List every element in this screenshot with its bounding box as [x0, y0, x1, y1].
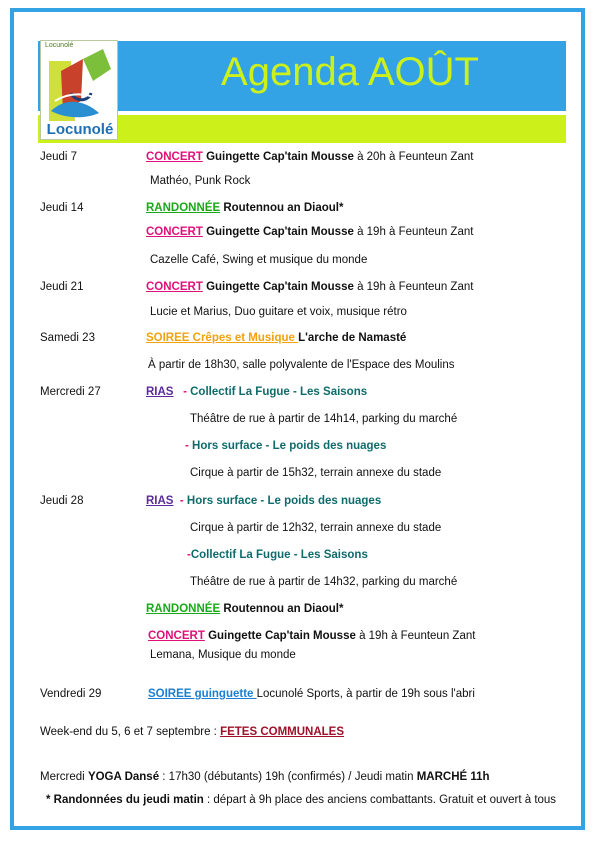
event-description: Théâtre de rue à partir de 14h32, parking du marché	[190, 576, 458, 588]
rias-tag[interactable]: RIAS	[146, 386, 174, 398]
event-line	[146, 332, 406, 344]
event-time: à 19h à Feunteun Zant	[359, 630, 476, 642]
marche-label: MARCHÉ 11h	[416, 771, 490, 783]
event-description: Locunolé Sports, à partir de 19h sous l'abri	[256, 688, 475, 700]
event-description: Cirque à partir de 12h32, terrain annexe du stade	[190, 522, 442, 534]
page-title: Agenda AOÛT	[221, 50, 479, 94]
logo-name: Locunolé	[46, 121, 114, 138]
event-description: Mathéo, Punk Rock	[150, 175, 251, 187]
footer-text: : 17h30 (débutants) 19h (confirmés) / Jeudi matin	[159, 771, 417, 783]
fetes-tag[interactable]: FETES COMMUNALES	[220, 726, 345, 738]
event-description: À partir de 18h30, salle polyvalente de l'Espace des Moulins	[148, 359, 455, 371]
event-description: Cirque à partir de 15h32, terrain annexe du stade	[190, 467, 442, 479]
day-label: Vendredi 29	[40, 688, 102, 700]
event-time: à 20h à Feunteun Zant	[357, 151, 474, 163]
event-line	[185, 440, 386, 452]
event-line	[146, 386, 367, 398]
venue-name: Guingette Cap'tain Mousse	[206, 151, 354, 163]
troupe-name: Hors surface -	[186, 495, 265, 507]
rando-tag[interactable]: RANDONNÉE	[146, 202, 221, 214]
show-name: Le poids des nuages	[267, 495, 382, 507]
troupe-name: Collectif La Fugue - Les Saisons	[190, 386, 368, 398]
event-line	[146, 281, 473, 293]
venue-name: Guingette Cap'tain Mousse	[206, 226, 354, 238]
day-label: Jeudi 28	[40, 495, 84, 507]
concert-tag[interactable]: CONCERT	[146, 151, 203, 163]
rando-tag[interactable]: RANDONNÉE	[146, 603, 221, 615]
day-label: Jeudi 14	[40, 202, 84, 214]
day-label: Jeudi 7	[40, 151, 78, 163]
footer-line-2	[46, 794, 556, 806]
event-line	[148, 688, 475, 700]
dash: -	[187, 549, 191, 561]
footer-text: : départ à 9h place des anciens combattants. Gratuit et ouvert à tous	[203, 794, 557, 806]
rando-note-label: * Randonnées du jeudi matin	[46, 794, 204, 806]
locunole-logo	[40, 40, 118, 140]
event-line	[148, 630, 475, 642]
soiree-tag[interactable]: SOIREE Crêpes et Musique	[146, 332, 299, 344]
rando-name: Routennou an Diaoul*	[223, 202, 344, 214]
event-line	[146, 603, 343, 615]
event-description: Lemana, Musique du monde	[150, 649, 296, 661]
rando-name: Routennou an Diaoul*	[223, 603, 344, 615]
dash: -	[183, 386, 187, 398]
venue-name: Guingette Cap'tain Mousse	[208, 630, 356, 642]
show-name: Le poids des nuages	[272, 440, 387, 452]
troupe-name: Collectif La Fugue - Les Saisons	[190, 549, 368, 561]
event-time: à 19h à Feunteun Zant	[357, 281, 474, 293]
concert-tag[interactable]: CONCERT	[146, 226, 203, 238]
event-description: Théâtre de rue à partir de 14h14, parking du marché	[190, 413, 458, 425]
soiree-name: L'arche de Namasté	[298, 332, 407, 344]
footer-text: Mercredi	[40, 771, 88, 783]
yoga-label: YOGA Dansé	[87, 771, 160, 783]
event-line	[146, 495, 381, 507]
logo-small-text: Locunolé	[45, 42, 74, 49]
troupe-name: Hors surface -	[192, 440, 270, 452]
event-description: Lucie et Marius, Duo guitare et voix, musique rétro	[150, 306, 407, 318]
footer-line-1	[40, 771, 490, 783]
day-label: Samedi 23	[40, 332, 95, 344]
event-line	[146, 202, 343, 214]
weekend-label: Week-end du 5, 6 et 7 septembre :	[40, 726, 221, 738]
event-line	[187, 549, 368, 561]
venue-name: Guingette Cap'tain Mousse	[206, 281, 354, 293]
guinguette-tag[interactable]: SOIREE guinguette	[148, 688, 257, 700]
event-line	[146, 151, 473, 163]
dash: -	[179, 495, 184, 507]
event-time: à 19h à Feunteun Zant	[357, 226, 474, 238]
concert-tag[interactable]: CONCERT	[148, 630, 205, 642]
day-label: Mercredi 27	[40, 386, 101, 398]
event-description: Cazelle Café, Swing et musique du monde	[150, 254, 368, 266]
event-line	[146, 226, 473, 238]
dash: -	[185, 440, 189, 452]
weekend-line	[40, 726, 344, 738]
day-label: Jeudi 21	[40, 281, 84, 293]
rias-tag[interactable]: RIAS	[146, 495, 174, 507]
concert-tag[interactable]: CONCERT	[146, 281, 203, 293]
